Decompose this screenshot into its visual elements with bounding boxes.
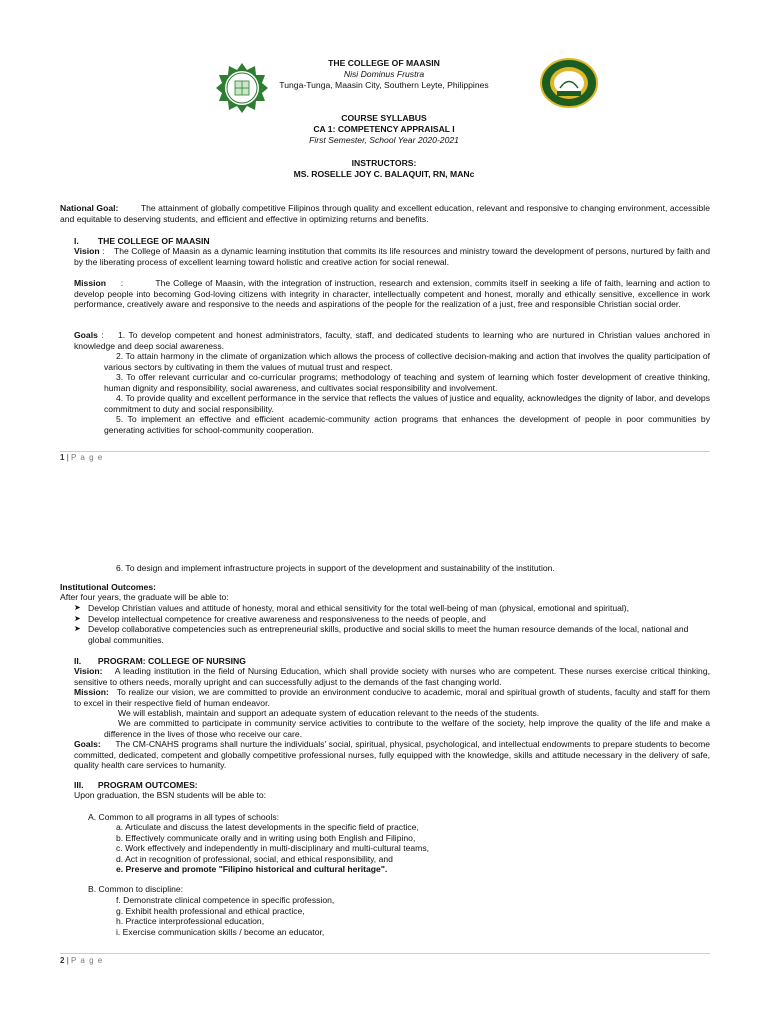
outcomes-group-b [116,895,334,937]
page-label: P a g e [71,453,104,462]
outcomes-group-a-title: A. Common to all programs in all types of schools: [88,812,280,822]
college-vision: Vision : The College of Maasin as a dynamic learning institution that commits its life resources and ministry toward the development of persons, nurtured by faith and by the liberating process of excellent learning toward holistic and creative action for social renewal. [74,246,710,267]
goal-item: 3. To offer relevant curricular and co-curricular programs; methodology of teaching and system of learning which foster development of creative thinking, human dignity and responsibility, social awareness, and cultivates social responsibility and involvement. [104,372,710,393]
vision-label: Vision: [74,666,103,676]
vision-text: The College of Maasin as a dynamic learning institution that commits its life resources and ministry toward the development of persons, nurtured by faith and by the liberating process of excellent learning toward holistic and creative action for social renewal. [74,246,710,267]
list-item: ➤ Develop intellectual competence for creative awareness and responsiveness to the needs of people, and [74,614,710,625]
goal-item: 1. To develop competent and honest administrators, faculty, staff, and dedicated students to learning who are nurtured in Christian values anchored in knowledge and deep social awareness. [74,330,711,351]
college-goals: Goals : 1. To develop competent and honest administrators, faculty, staff, and dedicated students to learning who are nurtured in Christian values anchored in knowledge and deep social awareness. [74,330,711,351]
list-item: d. Act in recognition of professional, social, and ethical responsibility, and [116,853,393,864]
course-title: CA 1: COMPETENCY APPRAISAL I [313,124,455,134]
section1-heading [74,236,210,247]
section1-num: I. [74,236,79,246]
mission-text-2: We will establish, maintain and support an adequate system of education relevant to the needs of the students. [118,708,540,718]
section3-heading [74,780,198,791]
goal-item: 2. To attain harmony in the climate of organization which allows the process of collective decision-making and action that involves the quality participation of various sectors by cultivating in them the values of mutual trust and respect. [104,351,710,372]
institutional-outcomes-intro: After four years, the graduate will be able to: [60,592,229,602]
goal-item: 5. To implement an effective and efficient academic-community action programs that enhances the development of people in poor communities by generating activities for school-community cooperation. [104,414,710,435]
mission-label: Mission: [74,687,109,697]
college-mission: Mission : The College of Maasin, with the integration of instruction, research and extension, commits itself in seeking a life of faith, learning and action to develop people into becoming God-loving citizens with integrity in character, intellectually competent and honest, morally and ethically sensitive, excellence in work performance, creatively aware and responsive to the needs and aspirations of the people for the realization of a just, free and responsible Christian social order. [74,278,710,310]
vision-label: Vision [74,246,100,256]
vision-text: A leading institution in the field of Nursing Education, which shall provide society with nurses who are competent. These nurses exercise critical thinking, sensitive to others needs, morally upright and can successfully adjust to the demands of the fast changing world. [74,666,710,687]
college-address: Tunga-Tunga, Maasin City, Southern Leyte, Philippines [279,80,489,90]
nursing-vision [74,666,710,687]
page-separator: | [66,956,69,965]
nursing-goals [74,739,710,771]
page-divider [60,953,710,954]
goal-item-6: 6. To design and implement infrastructure projects in support of the development and sustainability of the institution. [116,563,555,573]
instructor-name: MS. ROSELLE JOY C. BALAQUIT, RN, MANc [293,169,475,179]
goal-item: 4. To provide quality and excellent performance in the service that reflects the values of justice and equality, acknowledges the dignity of labor, and develops commitment to duty and social responsibility. [104,393,710,414]
list-item: ➤ Develop Christian values and attitude of honesty, moral and ethical sensitivity for the total well-being of man (physical, emotional and spiritual), [74,603,710,614]
program-outcomes-intro: Upon graduation, the BSN students will be able to: [74,790,267,800]
instructors-label: INSTRUCTORS: [351,158,417,168]
institutional-outcomes-list [74,603,710,645]
mission-text: The College of Maasin, with the integration of instruction, research and extension, commits itself in seeking a life of faith, learning and action to develop people into becoming God-loving citizens with integrity in character, intellectually competent and honest, morally and ethically sensitive, excellence in work performance, creatively aware and responsive to the needs and aspirations of the people for the realization of a just, free and responsible Christian social order. [74,278,710,310]
list-item: e. Preserve and promote "Filipino historical and cultural heritage". [116,864,388,875]
page-divider [60,451,710,452]
page-label: P a g e [71,956,104,965]
section2-title: PROGRAM: COLLEGE OF NURSING [97,656,246,666]
page-number-footer [60,956,103,967]
list-item: c. Work effectively and independently in multi-disciplinary and multi-cultural teams, [116,843,430,854]
goals-text: The CM-CNAHS programs shall nurture the individuals' social, spiritual, physical, psychological, and intellectual endowments to prepare students to become committed, dedicated, competent and globally competitive professional nurses, fully equipped with the knowledge, skills and attitude necessary in the delivery of safe, quality health care services to humanity. [74,739,711,771]
national-goal-text: The attainment of globally competitive Filipinos through quality and excellent education, relevant and responsive to changing environment, accessible and equitable to deserving students, and efficient and effective in optimizing returns and benefits. [60,203,710,224]
national-goal [60,203,710,224]
goals-label: Goals [74,330,98,340]
list-item: f. Demonstrate clinical competence in specific profession, [116,895,335,905]
nursing-mission [74,687,710,708]
list-item: i. Exercise communication skills / become an educator, [116,926,325,937]
semester: First Semester, School Year 2020-2021 [309,135,459,145]
list-item: ➤ Develop collaborative competencies such as entrepreneurial skills, productive and social skills to meet the human resource demands of the local, national and global communities. [74,624,710,645]
college-name: THE COLLEGE OF MAASIN [328,58,440,68]
college-motto: Nisi Dominus Frustra [343,69,425,79]
outcomes-group-b-title: B. Common to discipline: [88,884,184,894]
list-item: g. Exhibit health professional and ethical practice, [116,905,305,916]
mission-text-3: We are committed to participate in community service activities to contribute to the welfare of the society, help improve the quality of the life and make a difference in the lives of those who receive our care. [104,718,710,739]
section2-num: II. [74,656,82,666]
section2-heading [74,656,246,667]
national-goal-label: National Goal: [60,203,119,213]
page-number-footer [60,453,103,464]
section1-title: THE COLLEGE OF MAASIN [97,236,210,246]
outcomes-group-a [116,822,429,875]
page-separator: | [66,453,69,462]
list-item: a. Articulate and discuss the latest developments in the specific field of practice, [116,822,419,832]
page-number: 2 [60,956,65,965]
goals-label: Goals: [74,739,101,749]
list-item: h. Practice interprofessional education, [116,916,265,927]
institutional-outcomes-title: Institutional Outcomes: [60,582,156,592]
mission-label: Mission [74,278,106,288]
list-item: b. Effectively communicate orally and in writing using both English and Filipino, [116,832,416,843]
section3-title: PROGRAM OUTCOMES: [97,780,198,790]
page-number: 1 [60,453,65,462]
mission-text: To realize our vision, we are committed to provide an environment conducive to academic, moral and spiritual growth of students, faculty and staff for them to excel in their respective field of human endeavor. [74,687,710,708]
section3-num: III. [74,780,84,790]
document-type: COURSE SYLLABUS [341,113,427,123]
